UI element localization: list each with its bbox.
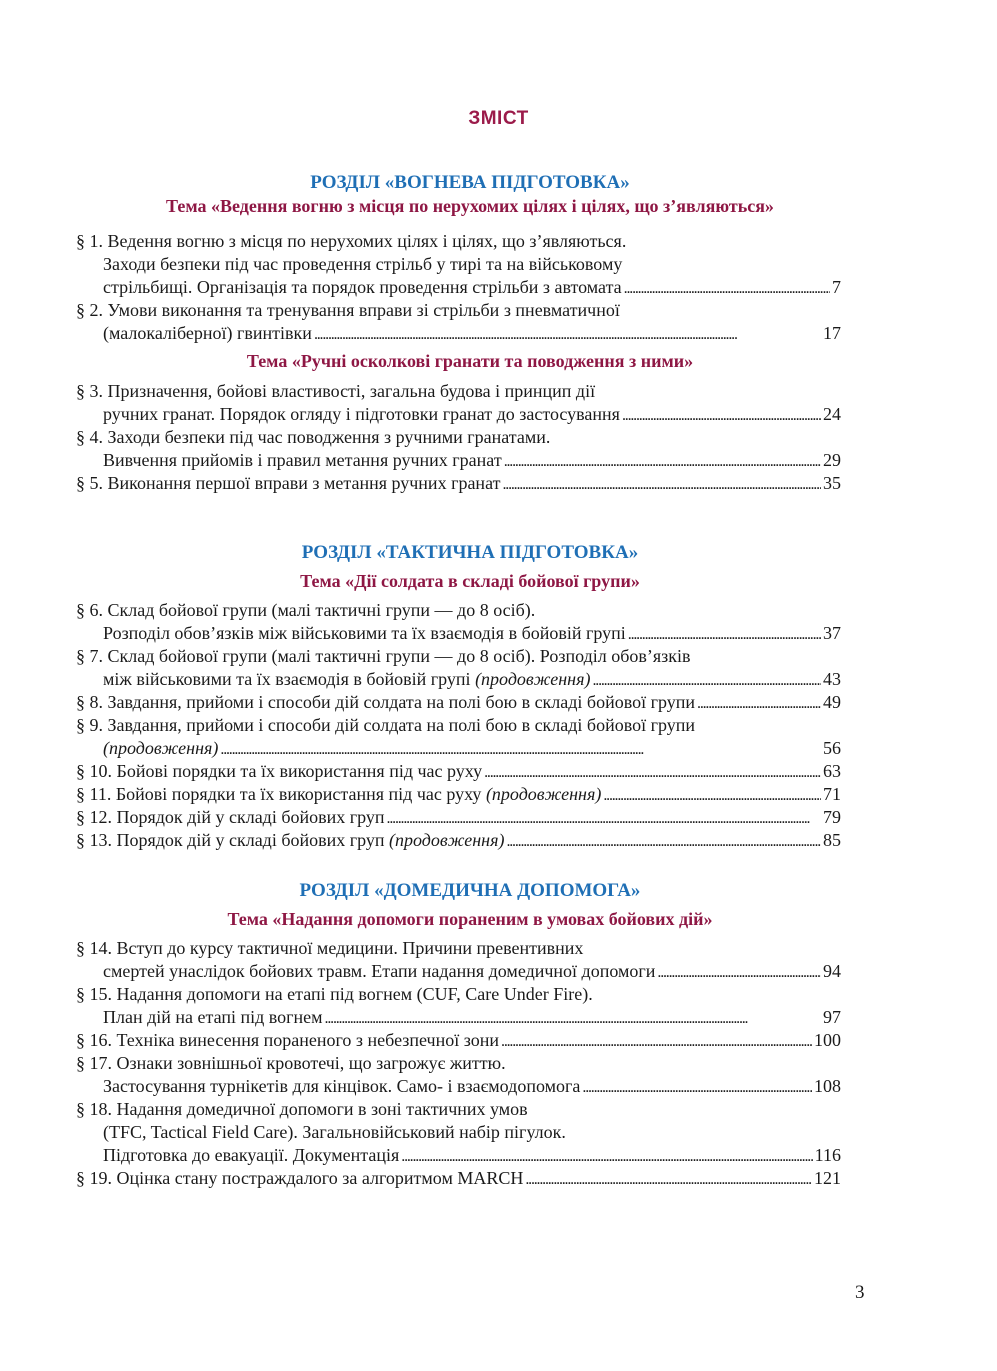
topic-title-aid-combat: Тема «Надання допомоги пораненим в умовах бойових дій» [227,909,713,929]
entry-line: § 9. Завдання, прийоми і способи дій солдата на полі бою в складі бойової групи [76,715,696,735]
page-ref: 97 [823,1007,841,1027]
entry-text: § 5. Виконання першої вправи з метання ручних гранат [76,473,501,493]
entry-line: Заходи безпеки під час проведення стрільб у тирі та на військовому [103,254,623,274]
page-ref: 37 [823,623,841,643]
toc-entry-19[interactable] [76,1167,841,1190]
dot-leader [622,403,821,427]
entry-text: (малокаліберної) гвинтівки [103,323,312,343]
toc-entry-8[interactable] [76,691,841,714]
entry-line-with-page [76,1029,841,1052]
continuation-note: (продовження) [103,738,219,758]
page-ref: 43 [823,669,841,689]
page-ref: 121 [814,1168,841,1188]
dot-leader [525,1167,812,1191]
section-title-first-aid: РОЗДІЛ «ДОМЕДИЧНА ДОПОМОГА» [299,880,641,901]
dot-leader [220,737,821,761]
entry-text [76,829,504,852]
entry-line-with-page [76,622,841,645]
dot-leader [501,1029,812,1053]
toc-entry-15[interactable] [76,983,841,1029]
page-ref: 29 [823,450,841,470]
page-ref: 7 [832,277,841,297]
toc-entry-4[interactable] [76,426,841,472]
entry-text: Розподіл обов’язків між військовими та їх взаємодія в бойовій групі [103,623,626,643]
dot-leader [624,276,830,300]
dot-leader [325,1006,821,1030]
entry-line: § 15. Надання допомоги на етапі під вогнем (CUF, Care Under Fire). [76,984,593,1004]
dot-leader [506,829,821,853]
entry-text: стрільбищі. Організація та порядок проведення стрільби з автомата [103,277,622,297]
entry-text: § 12. Порядок дій у складі бойових груп [76,807,385,827]
dot-leader [401,1144,812,1168]
dot-leader [387,806,821,830]
continuation-note: (продовження) [475,669,591,689]
toc-entry-16[interactable] [76,1029,841,1052]
entry-text: § 8. Завдання, прийоми і способи дій солдата на полі бою в складі бойової групи [76,692,696,712]
entry-line-with-page [76,1167,841,1190]
dot-leader [314,322,821,346]
entry-text-main: § 11. Бойові порядки та їх використання під час руху [76,784,482,804]
page-ref: 56 [823,738,841,758]
continuation-note: (продовження) [485,784,602,804]
entry-line: § 14. Вступ до курсу тактичної медицини. Причини превентивних [76,938,584,958]
dot-leader [502,472,821,496]
page-ref: 79 [823,807,841,827]
dot-leader [504,449,821,473]
page-ref: 94 [823,961,841,981]
entry-text: Підготовка до евакуації. Документація [103,1145,400,1165]
toc-entry-6[interactable] [76,599,841,645]
toc-entry-14[interactable] [76,937,841,983]
entry-line-with-page [76,1006,841,1029]
toc-entry-3[interactable] [76,380,841,426]
entry-text-main: між військовими та їх взаємодія в бойовій групі [103,669,471,689]
section-title-tactical-training: РОЗДІЛ «ТАКТИЧНА ПІДГОТОВКА» [301,542,639,563]
entry-text: § 16. Техніка винесення пораненого з небезпечної зони [76,1030,500,1050]
entry-line-with-page [76,829,841,852]
dot-leader [697,691,821,715]
entry-text: смертей унаслідок бойових травм. Етапи надання домедичної допомоги [103,961,656,981]
page-ref: 24 [823,404,841,424]
entry-text: План дій на етапі під вогнем [103,1007,323,1027]
toc-entry-1[interactable] [76,230,841,299]
topic-title-fire-from-place: Тема «Ведення вогню з місця по нерухомих цілях і цілях, що з’являються» [166,196,774,216]
entry-line-with-page [76,1144,841,1167]
page-ref: 17 [823,323,841,343]
entry-line-with-page [76,322,841,345]
entry-text: Застосування турнікетів для кінцівок. Само- і взаємодопомога [103,1076,581,1096]
entry-line: (TFC, Tactical Field Care). Загальновійськовий набір пігулок. [103,1122,566,1142]
toc-entry-9[interactable] [76,714,841,760]
dot-leader [603,783,821,807]
entry-line: § 3. Призначення, бойові властивості, загальна будова і принцип дії [76,381,596,401]
entry-text-main: § 13. Порядок дій у складі бойових груп [76,830,385,850]
entry-text: ручних гранат. Порядок огляду і підготовки гранат до застосування [103,404,620,424]
toc-entry-11[interactable] [76,783,841,806]
toc-entry-13[interactable] [76,829,841,852]
section-title-fire-training: РОЗДІЛ «ВОГНЕВА ПІДГОТОВКА» [310,172,630,193]
entry-line-with-page [76,783,841,806]
entry-text: Вивчення прийомів і правил метання ручних гранат [103,450,502,470]
entry-text [76,783,601,806]
entry-line-with-page [76,960,841,983]
toc-entry-18[interactable] [76,1098,841,1167]
entry-text [103,668,590,691]
toc-entry-10[interactable] [76,760,841,783]
toc-entry-17[interactable] [76,1052,841,1098]
entry-text: § 19. Оцінка стану постраждалого за алгоритмом MARCH [76,1168,524,1188]
page-ref: 108 [814,1076,841,1096]
entry-line-with-page [76,668,841,691]
page-ref: 35 [823,473,841,493]
entry-text: § 10. Бойові порядки та їх використання під час руху [76,761,483,781]
entry-line-with-page [76,737,841,760]
entry-line-with-page [76,760,841,783]
entry-line-with-page [76,449,841,472]
page-ref: 49 [823,692,841,712]
entry-line-with-page [76,1075,841,1098]
dot-leader [628,622,821,646]
dot-leader [657,960,821,984]
entry-line: § 4. Заходи безпеки під час поводження з ручними гранатами. [76,427,551,447]
entry-line: § 18. Надання домедичної допомоги в зоні тактичних умов [76,1099,528,1119]
page-ref: 63 [823,761,841,781]
toc-entry-5[interactable] [76,472,841,495]
page-number: 3 [855,1282,865,1303]
dot-leader [582,1075,812,1099]
continuation-note: (продовження) [389,830,505,850]
page-ref: 100 [814,1030,841,1050]
topic-title-soldier-actions: Тема «Дії солдата в складі бойової групи» [300,571,640,591]
dot-leader [484,760,821,784]
dot-leader [592,668,821,692]
entry-line-with-page [76,276,841,299]
entry-line: § 17. Ознаки зовнішньої кровотечі, що загрожує життю. [76,1053,506,1073]
toc-entry-7[interactable] [76,645,841,691]
entry-line: § 6. Склад бойової групи (малі тактичні групи — до 8 осіб). [76,600,536,620]
entry-line-with-page [76,403,841,426]
entry-line-with-page [76,472,841,495]
page-ref: 116 [814,1145,841,1165]
entry-line-with-page [76,806,841,829]
entry-line: § 2. Умови виконання та тренування вправи зі стрільби з пневматичної [76,300,620,320]
entry-line: § 7. Склад бойової групи (малі тактичні групи — до 8 осіб). Розподіл обов’язків [76,646,691,666]
topic-title-grenades: Тема «Ручні осколкові гранати та поводження з ними» [246,351,694,371]
toc-entry-12[interactable] [76,806,841,829]
page-ref: 85 [823,830,841,850]
entry-line-with-page [76,691,841,714]
toc-title: ЗМІСТ [468,108,529,129]
page-ref: 71 [823,784,841,804]
toc-entry-2[interactable] [76,299,841,345]
entry-line: § 1. Ведення вогню з місця по нерухомих цілях і цілях, що з’являються. [76,231,627,251]
